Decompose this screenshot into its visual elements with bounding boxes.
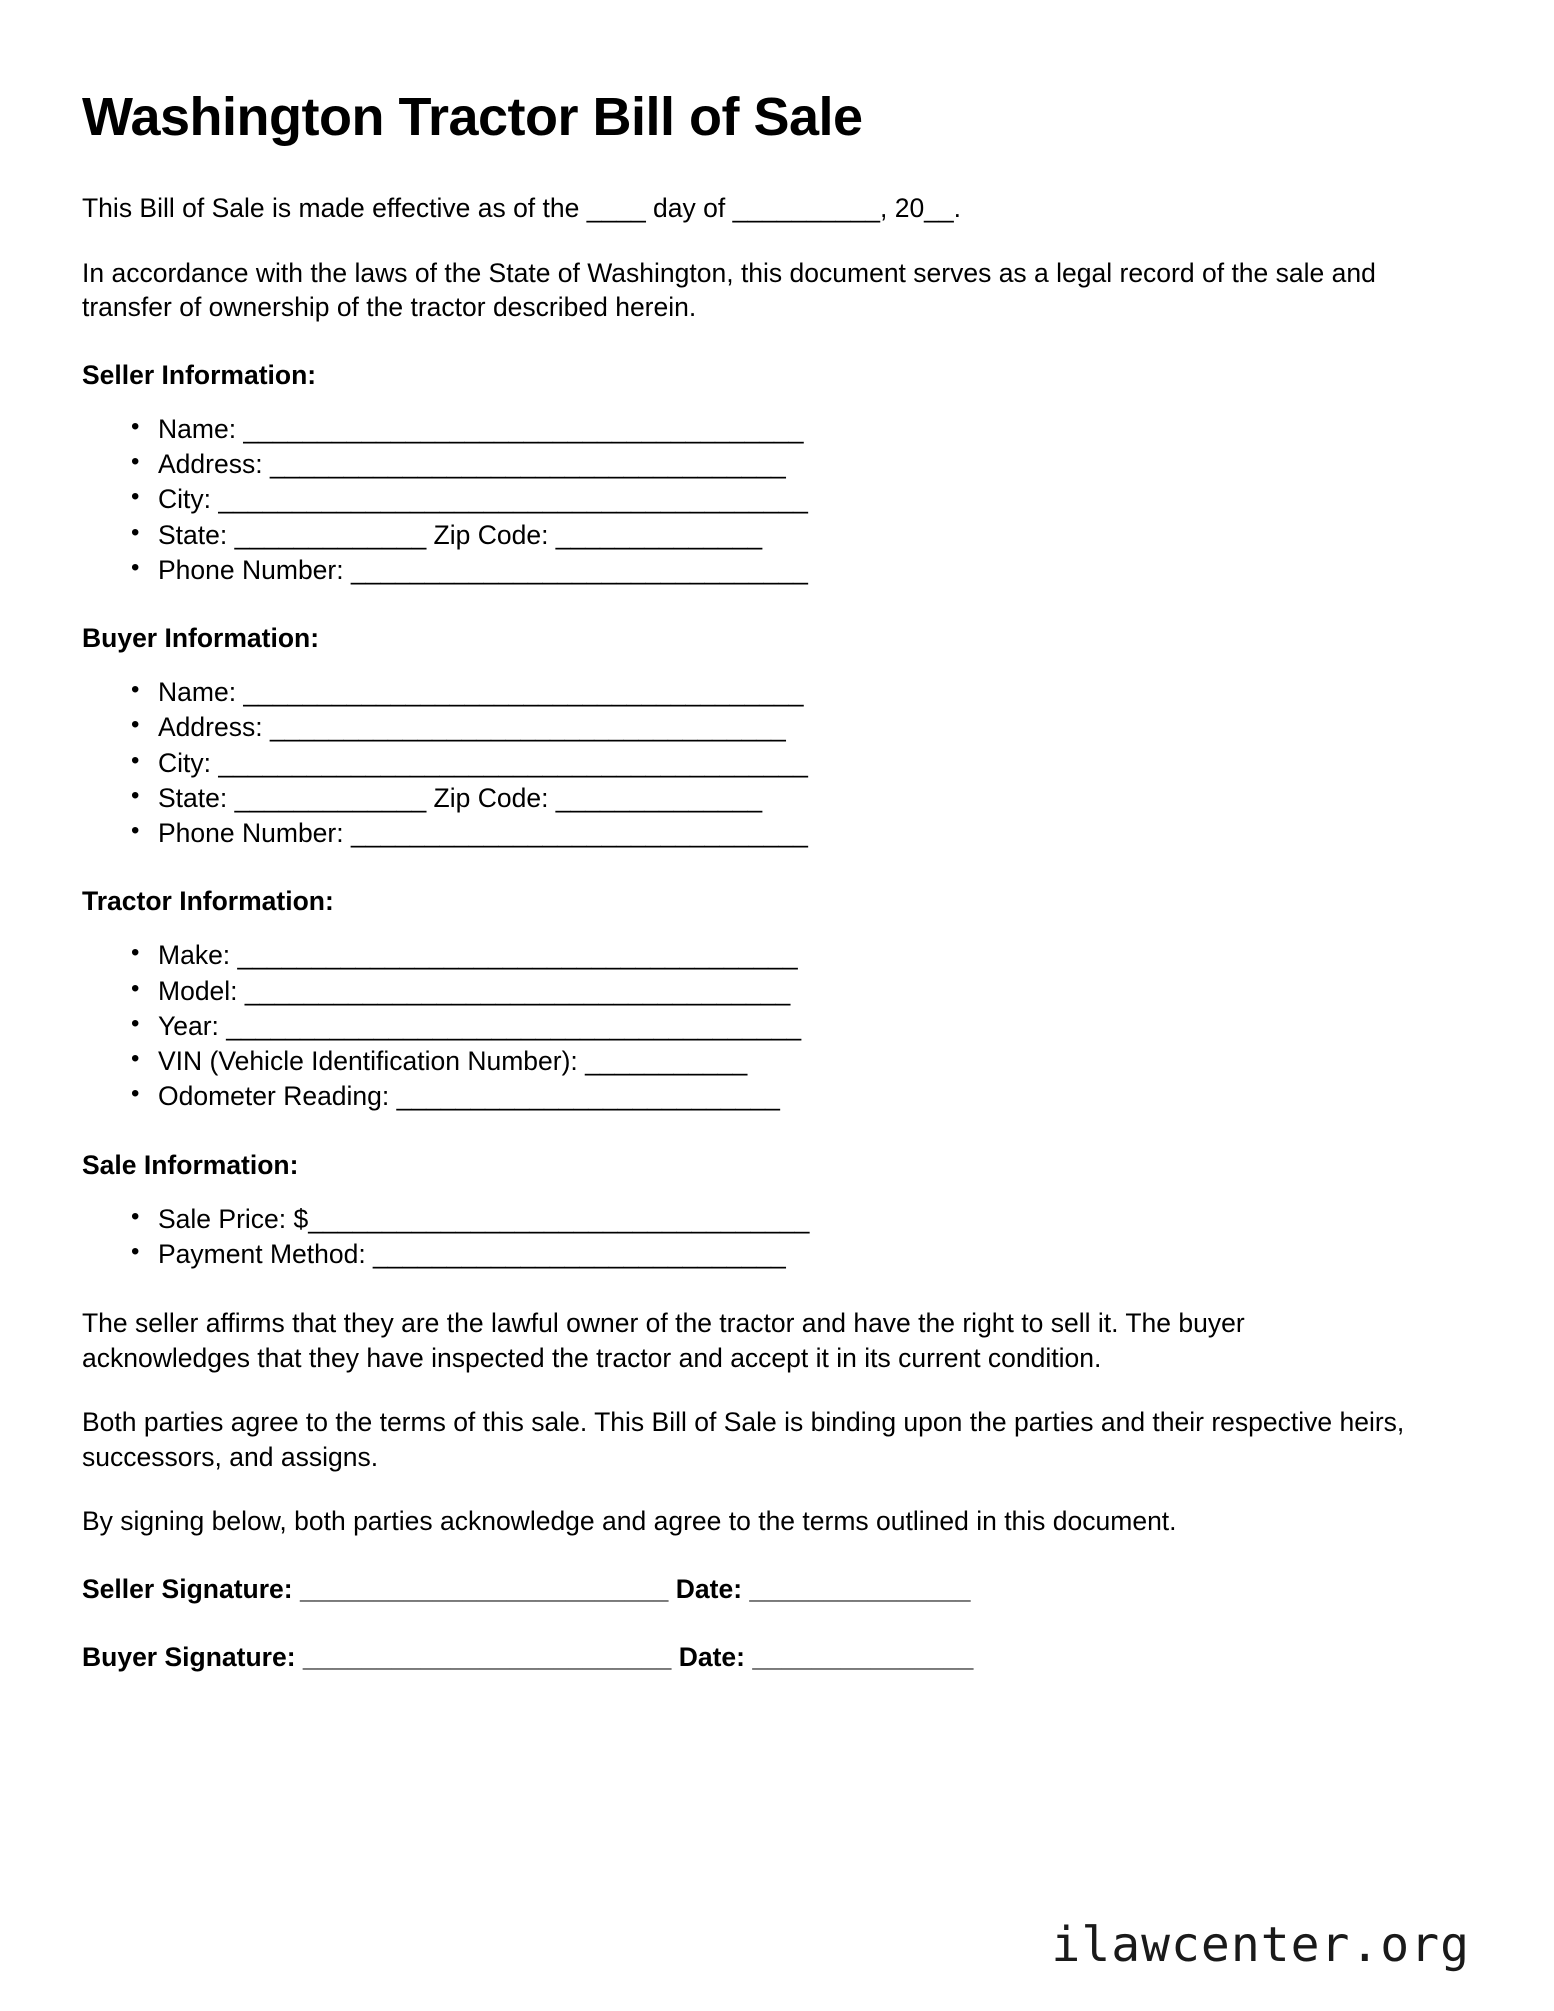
tractor-information-fields xyxy=(82,938,1472,1114)
sale-information-heading: Sale Information: xyxy=(82,1149,299,1180)
document-content xyxy=(82,88,1472,1707)
page-title: Washington Tractor Bill of Sale xyxy=(82,87,863,147)
buyer-information-fields xyxy=(82,675,1472,851)
list-item: • Payment Method: ____________________________ xyxy=(131,1237,1472,1272)
site-watermark: ilawcenter.org xyxy=(1051,1917,1470,1973)
list-item: • Sale Price: $__________________________________ xyxy=(131,1202,1472,1237)
binding-paragraph: Both parties agree to the terms of this sale. This Bill of Sale is binding upon the parties and their respective heirs, successors, and assigns. xyxy=(82,1407,1405,1472)
list-item: • Model: _____________________________________ xyxy=(131,974,1472,1009)
list-item: • Make: ______________________________________ xyxy=(131,938,1472,973)
seller-information-fields xyxy=(82,412,1472,588)
list-item: • Address: ___________________________________ xyxy=(131,447,1472,482)
sale-information-fields xyxy=(82,1202,1472,1272)
list-item: • Name: ______________________________________ xyxy=(131,412,1472,447)
seller-signature-line: Seller Signature: _________________________ Date: _______________ xyxy=(82,1574,971,1605)
list-item: • Phone Number: _______________________________ xyxy=(131,553,1472,588)
effective-date-paragraph: This Bill of Sale is made effective as of the ____ day of __________, 20__. xyxy=(82,193,962,224)
buyer-signature-line: Buyer Signature: _________________________ Date: _______________ xyxy=(82,1641,974,1672)
list-item: • Year: _______________________________________ xyxy=(131,1009,1472,1044)
list-item: • Phone Number: _______________________________ xyxy=(131,816,1472,851)
list-item: • City: ________________________________________ xyxy=(131,482,1472,517)
list-item: • State: _____________ Zip Code: ______________ xyxy=(131,781,1472,816)
affirmation-paragraph: The seller affirms that they are the lawful owner of the tractor and have the right to sell it. The buyer acknowledges that they have inspected the tractor and accept it in its current condition. xyxy=(82,1308,1245,1373)
tractor-information-heading: Tractor Information: xyxy=(82,886,334,917)
signature-block xyxy=(82,1572,1472,1674)
list-item: • VIN (Vehicle Identification Number): ___________ xyxy=(131,1044,1472,1079)
list-item: • State: _____________ Zip Code: ______________ xyxy=(131,518,1472,553)
list-item: • Odometer Reading: __________________________ xyxy=(131,1079,1472,1114)
seller-information-heading: Seller Information: xyxy=(82,359,317,390)
accordance-paragraph: In accordance with the laws of the State of Washington, this document serves as a legal record of the sale and transfer of ownership of the tractor described herein. xyxy=(82,257,1376,323)
list-item: • Name: ______________________________________ xyxy=(131,675,1472,710)
buyer-information-heading: Buyer Information: xyxy=(82,623,320,653)
list-item: • Address: ___________________________________ xyxy=(131,710,1472,745)
signing-notice-paragraph: By signing below, both parties acknowledge and agree to the terms outlined in this document. xyxy=(82,1505,1177,1536)
list-item: • City: ________________________________________ xyxy=(131,746,1472,781)
